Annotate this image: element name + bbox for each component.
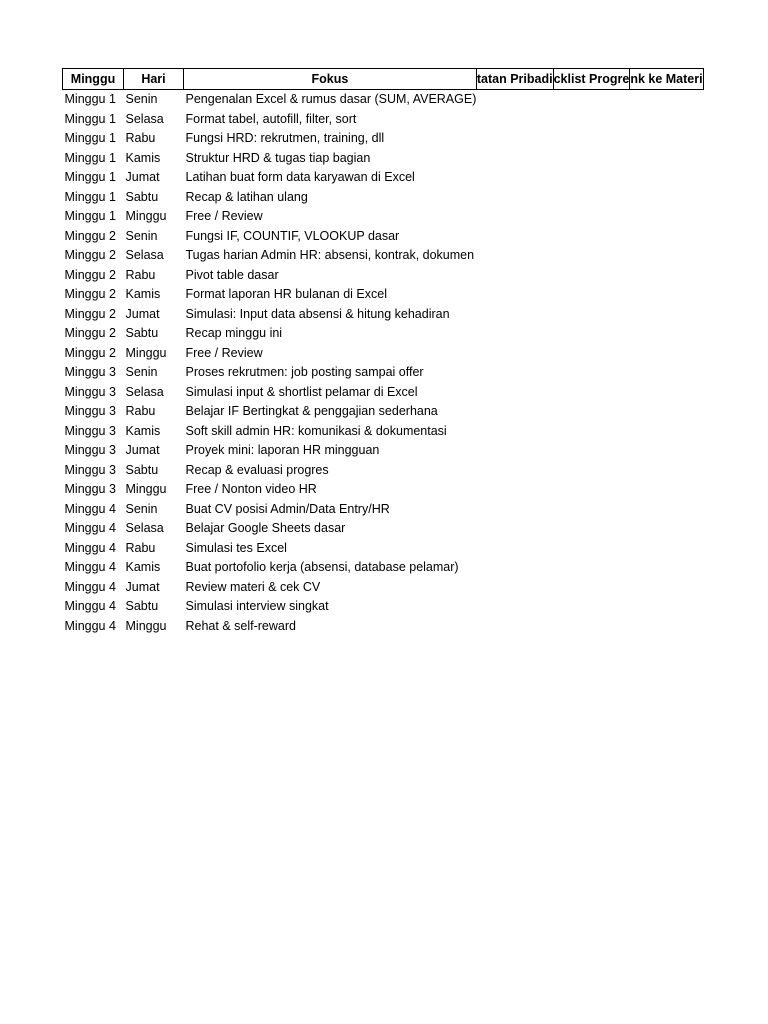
- table-row: [63, 422, 704, 442]
- cell-link-materi[interactable]: [630, 324, 703, 344]
- table-row: [63, 305, 704, 325]
- cell-hari[interactable]: Jumat: [125, 170, 160, 184]
- cell-minggu[interactable]: Minggu 3: [64, 365, 116, 379]
- cell-minggu[interactable]: Minggu 3: [64, 423, 116, 438]
- cell-minggu[interactable]: Minggu 1: [64, 209, 116, 223]
- cell-link-materi[interactable]: [630, 597, 703, 617]
- cell-fokus[interactable]: Belajar Google Sheets dasar: [185, 521, 346, 535]
- cell-link-materi[interactable]: [630, 149, 703, 169]
- cell-link-materi[interactable]: [630, 500, 703, 520]
- cell-link-materi[interactable]: [630, 480, 703, 500]
- cell-hari[interactable]: Kamis: [125, 287, 161, 301]
- cell-minggu[interactable]: Minggu 2: [64, 345, 116, 360]
- header-link-materi[interactable]: nk ke Materi: [630, 69, 703, 90]
- cell-catatan-pribadi[interactable]: [476, 500, 553, 520]
- cell-catatan-pribadi[interactable]: [476, 285, 553, 305]
- cell-link-materi[interactable]: [630, 305, 703, 325]
- cell-fokus[interactable]: Recap minggu ini: [185, 326, 283, 340]
- cell-hari[interactable]: Senin: [125, 501, 158, 516]
- cell-checklist-progres[interactable]: [553, 129, 630, 149]
- cell-catatan-pribadi[interactable]: [476, 441, 553, 461]
- cell-minggu[interactable]: Minggu 1: [64, 131, 116, 145]
- cell-hari[interactable]: Jumat: [125, 306, 160, 321]
- cell-catatan-pribadi[interactable]: [476, 402, 553, 422]
- cell-catatan-pribadi[interactable]: [476, 168, 553, 188]
- table-row: [63, 188, 704, 208]
- cell-fokus[interactable]: Buat portofolio kerja (absensi, database pelamar): [185, 560, 459, 574]
- cell-fokus[interactable]: Recap & latihan ulang: [185, 189, 308, 204]
- cell-checklist-progres[interactable]: [553, 305, 630, 325]
- cell-fokus[interactable]: Format tabel, autofill, filter, sort: [185, 111, 357, 126]
- cell-catatan-pribadi[interactable]: [476, 246, 553, 266]
- cell-checklist-progres[interactable]: [553, 207, 630, 227]
- cell-link-materi[interactable]: [630, 246, 703, 266]
- cell-fokus[interactable]: Format laporan HR bulanan di Excel: [185, 287, 387, 301]
- cell-minggu[interactable]: Minggu 2: [64, 326, 116, 340]
- cell-minggu[interactable]: Minggu 1: [64, 189, 116, 204]
- cell-fokus[interactable]: Free / Review: [185, 209, 263, 223]
- header-fokus[interactable]: Fokus: [184, 69, 477, 90]
- cell-hari[interactable]: Rabu: [125, 404, 156, 418]
- cell-link-materi[interactable]: [630, 110, 703, 130]
- table-row: [63, 110, 704, 130]
- cell-minggu[interactable]: Minggu 3: [64, 443, 116, 457]
- cell-minggu[interactable]: Minggu 1: [64, 92, 116, 106]
- cell-checklist-progres[interactable]: [553, 480, 630, 500]
- cell-checklist-progres[interactable]: [553, 168, 630, 188]
- table-row: [63, 558, 704, 578]
- cell-catatan-pribadi[interactable]: [476, 129, 553, 149]
- cell-fokus[interactable]: Latihan buat form data karyawan di Excel: [185, 170, 415, 184]
- cell-checklist-progres[interactable]: [553, 519, 630, 539]
- cell-minggu[interactable]: Minggu 4: [64, 501, 116, 516]
- cell-link-materi[interactable]: [630, 617, 703, 637]
- cell-minggu[interactable]: Minggu 3: [64, 482, 116, 496]
- cell-hari[interactable]: Selasa: [125, 111, 164, 126]
- cell-minggu[interactable]: Minggu 1: [64, 170, 116, 184]
- cell-fokus[interactable]: Simulasi tes Excel: [185, 540, 287, 555]
- header-row: [63, 69, 704, 90]
- cell-catatan-pribadi[interactable]: [476, 149, 553, 169]
- cell-link-materi[interactable]: [630, 461, 703, 481]
- cell-link-materi[interactable]: [630, 422, 703, 442]
- cell-catatan-pribadi[interactable]: [476, 383, 553, 403]
- cell-catatan-pribadi[interactable]: [476, 363, 553, 383]
- cell-link-materi[interactable]: [630, 539, 703, 559]
- cell-link-materi[interactable]: [630, 578, 703, 598]
- cell-hari[interactable]: Rabu: [125, 267, 156, 282]
- cell-minggu[interactable]: Minggu 2: [64, 287, 116, 301]
- cell-minggu[interactable]: Minggu 2: [64, 306, 116, 321]
- cell-hari[interactable]: Senin: [125, 92, 158, 106]
- cell-hari[interactable]: Rabu: [125, 131, 156, 145]
- cell-minggu[interactable]: Minggu 3: [64, 384, 116, 399]
- cell-catatan-pribadi[interactable]: [476, 305, 553, 325]
- cell-fokus[interactable]: Simulasi: Input data absensi & hitung kehadiran: [185, 306, 450, 321]
- cell-minggu[interactable]: Minggu 2: [64, 267, 116, 282]
- table-row: [63, 149, 704, 169]
- cell-checklist-progres[interactable]: [553, 500, 630, 520]
- cell-fokus[interactable]: Recap & evaluasi progres: [185, 462, 329, 477]
- cell-link-materi[interactable]: [630, 168, 703, 188]
- cell-link-materi[interactable]: [630, 285, 703, 305]
- cell-catatan-pribadi[interactable]: [476, 558, 553, 578]
- cell-checklist-progres[interactable]: [553, 246, 630, 266]
- cell-catatan-pribadi[interactable]: [476, 188, 553, 208]
- cell-link-materi[interactable]: [630, 344, 703, 364]
- cell-minggu[interactable]: Minggu 4: [64, 618, 116, 633]
- schedule-table: [62, 68, 704, 636]
- cell-link-materi[interactable]: [630, 227, 703, 247]
- cell-minggu[interactable]: Minggu 1: [64, 150, 116, 165]
- cell-fokus[interactable]: Rehat & self-reward: [185, 618, 296, 633]
- cell-link-materi[interactable]: [630, 558, 703, 578]
- cell-minggu[interactable]: Minggu 3: [64, 404, 116, 418]
- cell-link-materi[interactable]: [630, 383, 703, 403]
- table-row: [63, 285, 704, 305]
- cell-catatan-pribadi[interactable]: [476, 597, 553, 617]
- cell-fokus[interactable]: Tugas harian Admin HR: absensi, kontrak, dokumen: [185, 248, 475, 262]
- cell-fokus[interactable]: Buat CV posisi Admin/Data Entry/HR: [185, 501, 390, 516]
- cell-hari[interactable]: Minggu: [125, 209, 167, 223]
- table-row: [63, 129, 704, 149]
- cell-fokus[interactable]: Free / Review: [185, 345, 263, 360]
- cell-catatan-pribadi[interactable]: [476, 539, 553, 559]
- table-row: [63, 578, 704, 598]
- cell-checklist-progres[interactable]: [553, 110, 630, 130]
- cell-checklist-progres[interactable]: [553, 383, 630, 403]
- cell-fokus[interactable]: Soft skill admin HR: komunikasi & dokumentasi: [185, 423, 447, 438]
- cell-checklist-progres[interactable]: [553, 227, 630, 247]
- cell-hari[interactable]: Jumat: [125, 443, 160, 457]
- table-row: [63, 344, 704, 364]
- cell-catatan-pribadi[interactable]: [476, 344, 553, 364]
- cell-hari[interactable]: Sabtu: [125, 189, 159, 204]
- cell-checklist-progres[interactable]: [553, 324, 630, 344]
- cell-checklist-progres[interactable]: [553, 188, 630, 208]
- cell-fokus[interactable]: Proyek mini: laporan HR mingguan: [185, 443, 380, 457]
- header-hari[interactable]: Hari: [124, 69, 184, 90]
- cell-fokus[interactable]: Pengenalan Excel & rumus dasar (SUM, AVERAGE): [185, 92, 477, 106]
- cell-minggu[interactable]: Minggu 4: [64, 579, 116, 594]
- table-row: [63, 90, 704, 110]
- table-row: [63, 597, 704, 617]
- table-row: [63, 461, 704, 481]
- cell-hari[interactable]: Selasa: [125, 384, 164, 399]
- cell-catatan-pribadi[interactable]: [476, 480, 553, 500]
- cell-fokus[interactable]: Fungsi HRD: rekrutmen, training, dll: [185, 131, 385, 145]
- cell-catatan-pribadi[interactable]: [476, 578, 553, 598]
- cell-catatan-pribadi[interactable]: [476, 207, 553, 227]
- cell-fokus[interactable]: Proses rekrutmen: job posting sampai offer: [185, 365, 424, 379]
- cell-checklist-progres[interactable]: [553, 558, 630, 578]
- cell-link-materi[interactable]: [630, 519, 703, 539]
- cell-minggu[interactable]: Minggu 4: [64, 540, 116, 555]
- cell-checklist-progres[interactable]: [553, 402, 630, 422]
- cell-minggu[interactable]: Minggu 1: [64, 111, 116, 126]
- cell-hari[interactable]: Minggu: [125, 345, 167, 360]
- header-minggu[interactable]: Minggu: [63, 69, 124, 90]
- cell-link-materi[interactable]: [630, 188, 703, 208]
- cell-checklist-progres[interactable]: [553, 617, 630, 637]
- table-row: [63, 324, 704, 344]
- header-catatan-pribadi[interactable]: tatan Pribadi: [476, 69, 553, 90]
- cell-checklist-progres[interactable]: [553, 539, 630, 559]
- cell-link-materi[interactable]: [630, 207, 703, 227]
- table-row: [63, 519, 704, 539]
- table-row: [63, 500, 704, 520]
- table-row: [63, 246, 704, 266]
- cell-fokus[interactable]: Free / Nonton video HR: [185, 482, 317, 496]
- cell-link-materi[interactable]: [630, 441, 703, 461]
- cell-checklist-progres[interactable]: [553, 90, 630, 110]
- cell-checklist-progres[interactable]: [553, 597, 630, 617]
- cell-checklist-progres[interactable]: [553, 344, 630, 364]
- table-row: [63, 383, 704, 403]
- cell-link-materi[interactable]: [630, 129, 703, 149]
- cell-hari[interactable]: Senin: [125, 228, 158, 243]
- cell-checklist-progres[interactable]: [553, 441, 630, 461]
- cell-hari[interactable]: Minggu: [125, 618, 167, 633]
- cell-minggu[interactable]: Minggu 4: [64, 560, 116, 574]
- cell-link-materi[interactable]: [630, 90, 703, 110]
- cell-catatan-pribadi[interactable]: [476, 461, 553, 481]
- cell-hari[interactable]: Kamis: [125, 150, 161, 165]
- cell-hari[interactable]: Minggu: [125, 482, 167, 496]
- cell-minggu[interactable]: Minggu 4: [64, 599, 116, 613]
- cell-catatan-pribadi[interactable]: [476, 617, 553, 637]
- cell-checklist-progres[interactable]: [553, 149, 630, 169]
- study-schedule-sheet: [62, 68, 704, 636]
- table-row: [63, 227, 704, 247]
- cell-hari[interactable]: Sabtu: [125, 462, 159, 477]
- cell-hari[interactable]: Sabtu: [125, 326, 159, 340]
- cell-hari[interactable]: Selasa: [125, 521, 164, 535]
- table-row: [63, 266, 704, 286]
- cell-minggu[interactable]: Minggu 3: [64, 462, 116, 477]
- cell-hari[interactable]: Kamis: [125, 560, 161, 574]
- cell-catatan-pribadi[interactable]: [476, 110, 553, 130]
- cell-checklist-progres[interactable]: [553, 578, 630, 598]
- cell-checklist-progres[interactable]: [553, 266, 630, 286]
- cell-link-materi[interactable]: [630, 266, 703, 286]
- cell-fokus[interactable]: Review materi & cek CV: [185, 579, 321, 594]
- table-row: [63, 168, 704, 188]
- table-row: [63, 363, 704, 383]
- cell-link-materi[interactable]: [630, 402, 703, 422]
- cell-fokus[interactable]: Belajar IF Bertingkat & penggajian sederhana: [185, 404, 438, 418]
- cell-hari[interactable]: Selasa: [125, 248, 164, 262]
- header-checklist-progres[interactable]: cklist Progre: [553, 69, 630, 90]
- cell-checklist-progres[interactable]: [553, 461, 630, 481]
- cell-fokus[interactable]: Fungsi IF, COUNTIF, VLOOKUP dasar: [185, 228, 400, 243]
- cell-catatan-pribadi[interactable]: [476, 227, 553, 247]
- cell-fokus[interactable]: Simulasi input & shortlist pelamar di Excel: [185, 384, 418, 399]
- table-row: [63, 539, 704, 559]
- cell-fokus[interactable]: Pivot table dasar: [185, 267, 279, 282]
- table-row: [63, 402, 704, 422]
- cell-link-materi[interactable]: [630, 363, 703, 383]
- cell-minggu[interactable]: Minggu 4: [64, 521, 116, 535]
- table-row: [63, 441, 704, 461]
- cell-catatan-pribadi[interactable]: [476, 324, 553, 344]
- cell-hari[interactable]: Kamis: [125, 423, 161, 438]
- cell-minggu[interactable]: Minggu 2: [64, 228, 116, 243]
- cell-catatan-pribadi[interactable]: [476, 90, 553, 110]
- table-row: [63, 480, 704, 500]
- cell-checklist-progres[interactable]: [553, 422, 630, 442]
- table-row: [63, 617, 704, 637]
- table-row: [63, 207, 704, 227]
- cell-catatan-pribadi[interactable]: [476, 422, 553, 442]
- cell-checklist-progres[interactable]: [553, 285, 630, 305]
- cell-fokus[interactable]: Simulasi interview singkat: [185, 599, 329, 613]
- cell-hari[interactable]: Sabtu: [125, 599, 159, 613]
- cell-checklist-progres[interactable]: [553, 363, 630, 383]
- cell-minggu[interactable]: Minggu 2: [64, 248, 116, 262]
- cell-catatan-pribadi[interactable]: [476, 266, 553, 286]
- cell-hari[interactable]: Jumat: [125, 579, 160, 594]
- cell-hari[interactable]: Rabu: [125, 540, 156, 555]
- schedule-rows: [63, 90, 704, 637]
- cell-catatan-pribadi[interactable]: [476, 519, 553, 539]
- cell-hari[interactable]: Senin: [125, 365, 158, 379]
- cell-fokus[interactable]: Struktur HRD & tugas tiap bagian: [185, 150, 371, 165]
